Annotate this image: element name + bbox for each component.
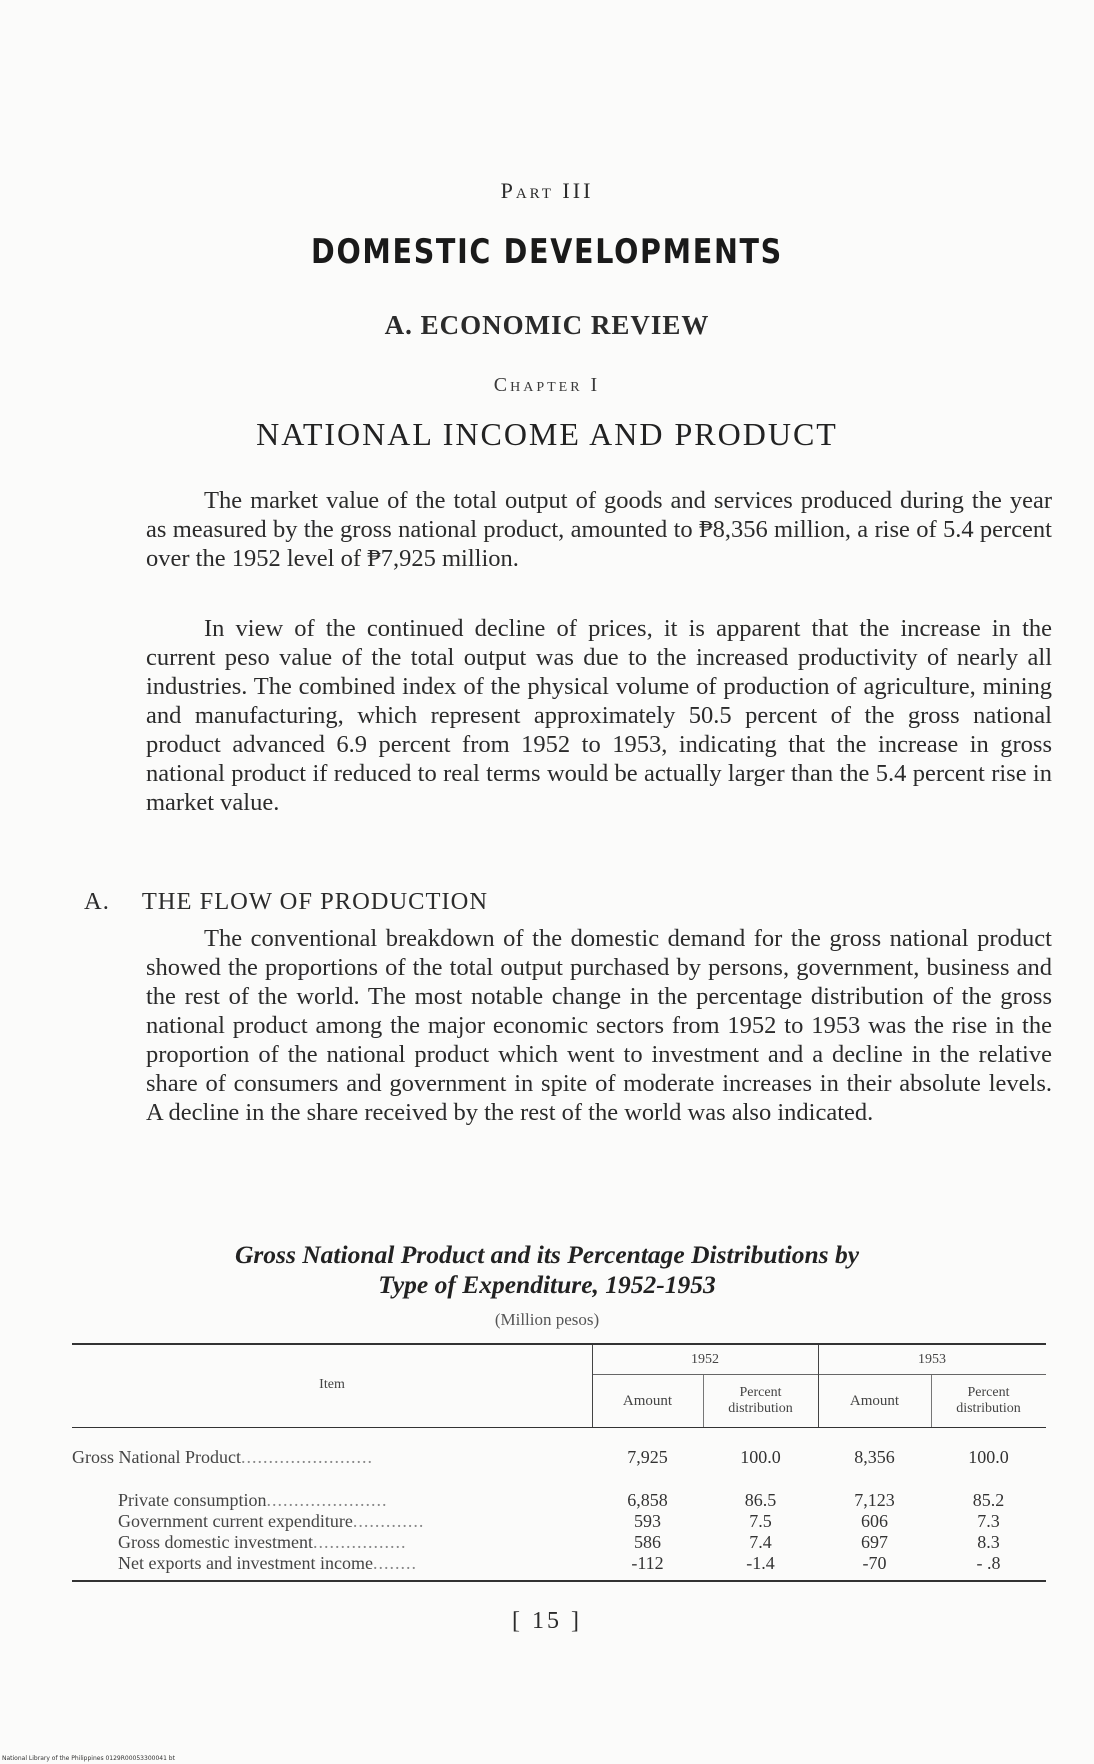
header-percent-1952 xyxy=(703,1385,818,1417)
subsection-heading xyxy=(84,888,488,916)
row-total-percent-1953: 100.0 xyxy=(968,1447,1009,1467)
row-percent-1952: 7.4 xyxy=(749,1532,772,1552)
row-item: Private consumption xyxy=(118,1490,267,1510)
row-total-amount-1952: 7,925 xyxy=(627,1447,668,1467)
row-percent-1953: 7.3 xyxy=(977,1511,1000,1531)
row-item: Government current expenditure xyxy=(118,1511,353,1531)
row-percent-1952: 7.5 xyxy=(749,1511,772,1531)
header-year-1952: 1952 xyxy=(691,1352,719,1367)
header-item: Item xyxy=(319,1377,345,1392)
row-percent-1953: - .8 xyxy=(976,1553,1001,1573)
year-subheader-rule xyxy=(592,1374,1046,1375)
row-item: Net exports and investment income xyxy=(118,1553,373,1573)
row-amount-1952: -112 xyxy=(631,1553,664,1573)
paragraph-2: In view of the continued decline of prices, it is apparent that the increase in the current peso value of the total output was due to the increased productivity of nearly all industries. The combined index of the physical volume of production of agriculture, mining and manufacturing, which represent approximately 50.5 percent of the gross national product advanced 6.9 percent from 1952 to 1953, indicating that the increase in gross national product if reduced to real terms would be actually larger than the 5.4 percent rise in market value. xyxy=(146,615,1052,816)
header-year-1953: 1953 xyxy=(918,1352,946,1367)
table-header-rule xyxy=(72,1427,1046,1428)
row-total-amount-1953: 8,356 xyxy=(854,1447,895,1467)
subsection-title: THE FLOW OF PRODUCTION xyxy=(141,888,489,915)
row-total-label xyxy=(72,1447,373,1468)
row-total-item: Gross National Product xyxy=(72,1447,241,1467)
paragraph-1: The market value of the total output of goods and services produced during the year as measured by the gross national product, amounted to ₱8,356 million, a rise of 5.4 percent over the 1952 level of ₱7,925 million. xyxy=(146,487,1052,572)
row-percent-1953: 8.3 xyxy=(977,1532,1000,1552)
row-total-percent-1952: 100.0 xyxy=(740,1447,781,1467)
paragraph-3: The conventional breakdown of the domestic demand for the gross national product showed the proportions of the total output purchased by persons, government, business and the rest of the world. The most notable change in the percentage distribution of the gross national product among the major economic sectors from 1952 to 1953 was the rise in the proportion of the national product which went to investment and a decline in the relative share of consumers and government in spite of moderate increases in their absolute levels. A decline in the share received by the rest of the world was also indicated. xyxy=(146,925,1052,1126)
row-amount-1952: 6,858 xyxy=(627,1490,668,1510)
table-unit: (Million pesos) xyxy=(494,1310,600,1329)
header-percent-1952-line2: distribution xyxy=(728,1401,793,1416)
row-amount-1953: 697 xyxy=(861,1532,888,1552)
table-title-line-1: Gross National Product and its Percentage Distributions by xyxy=(234,1240,860,1269)
scan-footer: National Library of the Philippines 0129R00053300041 bt xyxy=(2,1755,175,1762)
row-amount-1953: -70 xyxy=(862,1553,887,1573)
leader-dots: ................. xyxy=(312,1532,407,1552)
row-percent-1952: -1.4 xyxy=(746,1553,775,1573)
subsection-letter: A. xyxy=(84,888,110,915)
header-percent-1953-line2: distribution xyxy=(956,1401,1021,1416)
leader-dots: ............. xyxy=(352,1511,425,1531)
table-bottom-rule xyxy=(72,1580,1046,1582)
row-percent-1953: 85.2 xyxy=(972,1490,1005,1510)
header-percent-1953 xyxy=(931,1385,1046,1417)
chapter-heading: Chapter I xyxy=(493,374,601,396)
leader-dots: ...................... xyxy=(266,1490,388,1510)
table-title-line-2: Type of Expenditure, 1952-1953 xyxy=(378,1270,716,1299)
table-row-label xyxy=(118,1511,424,1532)
row-amount-1952: 593 xyxy=(634,1511,661,1531)
section-heading: A. ECONOMIC REVIEW xyxy=(384,310,710,340)
table-row-label xyxy=(118,1490,387,1511)
leader-dots: ........ xyxy=(372,1553,417,1573)
leader-dots: ........................ xyxy=(240,1447,373,1467)
table-top-rule xyxy=(72,1343,1046,1345)
header-amount-1952: Amount xyxy=(622,1393,673,1409)
table-title xyxy=(0,1240,1094,1300)
table-row-label xyxy=(118,1532,406,1553)
header-percent-1952-line1: Percent xyxy=(739,1385,782,1400)
row-percent-1952: 86.5 xyxy=(744,1490,777,1510)
table-row-label xyxy=(118,1553,417,1574)
row-item: Gross domestic investment xyxy=(118,1532,313,1552)
chapter-title: NATIONAL INCOME AND PRODUCT xyxy=(256,416,838,452)
row-amount-1953: 7,123 xyxy=(854,1490,895,1510)
row-amount-1953: 606 xyxy=(861,1511,888,1531)
row-amount-1952: 586 xyxy=(634,1532,661,1552)
main-title: DOMESTIC DEVELOPMENTS xyxy=(311,232,783,272)
header-percent-1953-line1: Percent xyxy=(967,1385,1010,1400)
page-number: [ 15 ] xyxy=(512,1608,582,1634)
part-heading: Part III xyxy=(500,178,594,203)
header-amount-1953: Amount xyxy=(849,1393,900,1409)
